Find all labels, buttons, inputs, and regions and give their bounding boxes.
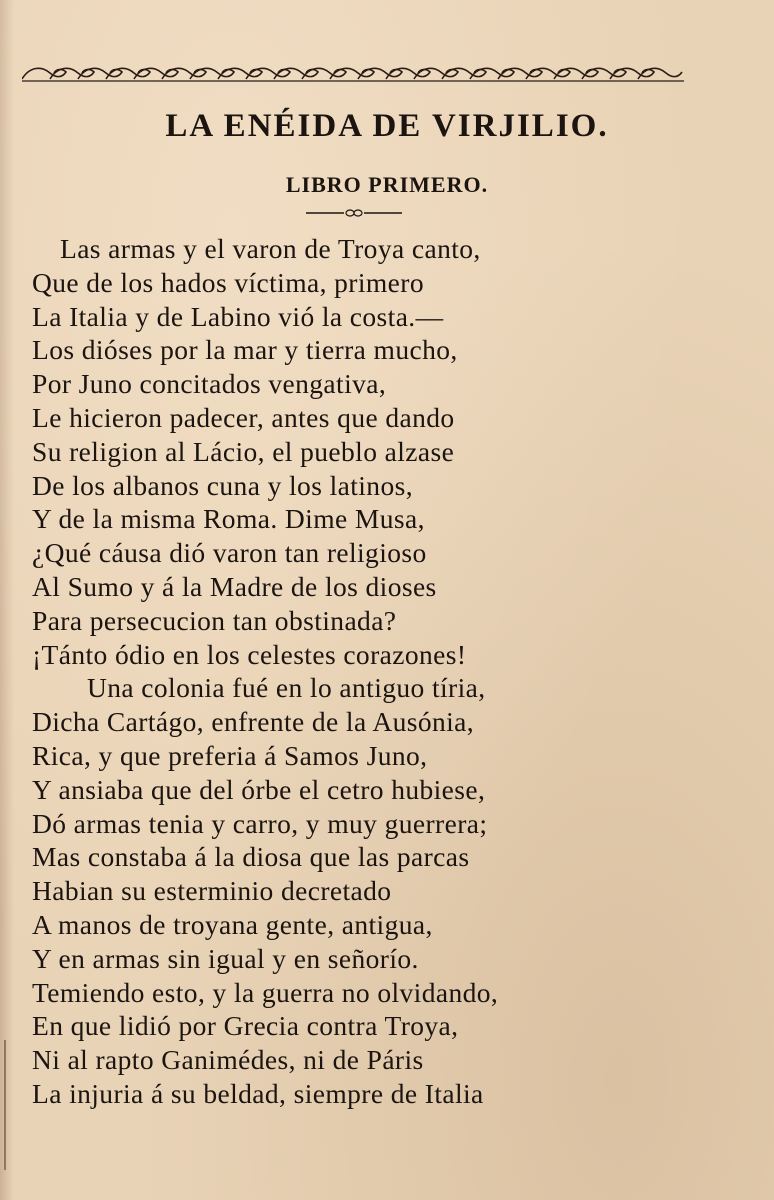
poem-line: Su religion al Lácio, el pueblo alzase <box>32 435 455 467</box>
poem-line: Rica, y que preferia á Samos Juno, <box>32 739 428 771</box>
poem-text <box>32 232 752 1111</box>
poem-line: Y de la misma Roma. Dime Musa, <box>32 503 425 535</box>
poem-line: Que de los hados víctima, primero <box>32 266 424 298</box>
poem-line: A manos de troyana gente, antigua, <box>32 908 433 940</box>
poem-line: Temiendo esto, y la guerra no olvidando, <box>32 976 499 1008</box>
page-edge-mark <box>4 1040 6 1170</box>
poem-line: Mas constaba á la diosa que las parcas <box>32 841 470 873</box>
poem-line: Y en armas sin igual y en señorío. <box>32 942 419 974</box>
poem-line: Le hicieron padecer, antes que dando <box>32 401 455 433</box>
poem-line: Una colonia fué en lo antiguo tíria, <box>87 672 486 704</box>
poem-line: La Italia y de Labino vió la costa.— <box>32 300 444 332</box>
poem-line: ¿Qué cáusa dió varon tan religioso <box>32 537 427 569</box>
page-title: LA ENÉIDA DE VIRJILIO. <box>165 108 609 144</box>
poem-line: Las armas y el varon de Troya canto, <box>60 233 481 264</box>
poem-line: ¡Tánto ódio en los celestes corazones! <box>32 638 467 670</box>
poem-line: Los dióses por la mar y tierra mucho, <box>32 334 458 366</box>
poem-line: Habian su esterminio decretado <box>32 875 392 907</box>
wave-scroll-ornament-icon <box>22 62 684 84</box>
poem-line: En que lidió por Grecia contra Troya, <box>32 1010 459 1042</box>
book-subtitle: LIBRO PRIMERO. <box>285 172 489 197</box>
poem-line: Por Juno concitados vengativa, <box>32 368 387 400</box>
poem-line: Dó armas tenia y carro, y muy guerrera; <box>32 807 488 839</box>
poem-line: La injuria á su beldad, siempre de Italia <box>32 1077 484 1109</box>
poem-line: Ni al rapto Ganimédes, ni de Páris <box>32 1044 424 1076</box>
small-flourish-rule-icon <box>306 208 402 218</box>
poem-line: Y ansiaba que del órbe el cetro hubiese, <box>32 773 486 805</box>
poem-line: Para persecucion tan obstinada? <box>32 604 397 636</box>
poem-line: Dicha Cartágo, enfrente de la Ausónia, <box>32 706 475 738</box>
poem-line: De los albanos cuna y los latinos, <box>32 469 413 501</box>
poem-line: Al Sumo y á la Madre de los dioses <box>32 570 437 602</box>
